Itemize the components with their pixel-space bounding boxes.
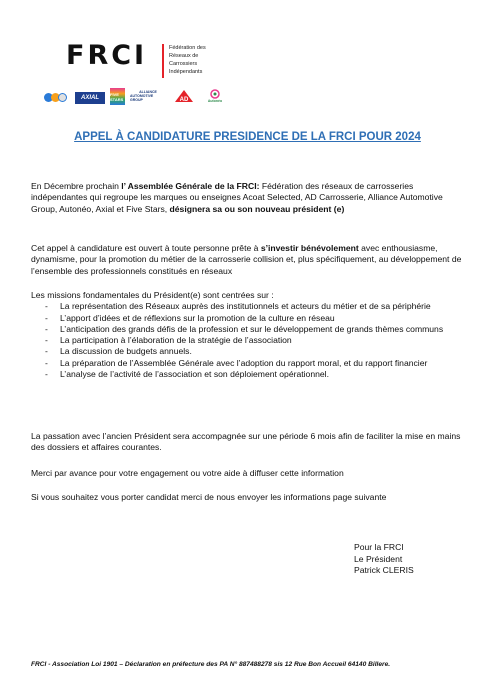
list-item: - La participation à l’élaboration de la stratégie de l’association (31, 335, 471, 346)
logo-line: Indépendants (169, 69, 203, 75)
ad-logo-text: AD (179, 97, 189, 103)
list-item: - La discussion de budgets annuels. (31, 346, 471, 357)
alliance-line: AUTOMOTIVE GROUP (130, 94, 154, 102)
missions-list (31, 301, 471, 380)
alliance-line: ALLIANCE (139, 90, 157, 94)
paragraph-intro: En Décembre prochain l’ Assemblée Générale de la FRCI: Fédération des réseaux de carrosseries indépendantes qui regroupe les marques ou enseignes Acoat Selected, AD Carrosserie, Alliance Automotive Group, Autonéo, Axial et Five Stars, désignera sa ou son nouveau président (e) (31, 181, 443, 214)
member-brands (42, 88, 242, 108)
list-item: - La représentation des Réseaux auprès des institutionnels et acteurs du métier et de sa périphérie (31, 301, 471, 312)
logo-tagline (169, 44, 206, 76)
signature-line: Pour la FRCI (354, 542, 404, 552)
list-item: - La préparation de l’Assemblée Générale avec l’adoption du rapport moral, et du rapport financier (31, 358, 471, 369)
signature-line: Le Président (354, 553, 403, 564)
page-title: APPEL À CANDIDATURE PRESIDENCE DE LA FRCI POUR 2024 (74, 131, 421, 143)
logo-line: Carrossiers (169, 61, 198, 67)
list-item: - L’anticipation des grands défis de la profession et sur le développement de grands thèmes communs (31, 324, 471, 335)
paragraph-missions (31, 290, 471, 380)
autoneo-text: Autonéo (207, 99, 223, 103)
list-item: - L’analyse de l’activité de l’association et son déploiement opérationnel. (31, 369, 471, 380)
signature-block (354, 542, 414, 577)
paragraph-handover: La passation avec l’ancien Président sera accompagnée sur une période 6 mois afin de faciliter la mise en mains des dossiers et affaires courantes. (31, 431, 461, 453)
five-stars-logo: FIVE STARS (110, 88, 125, 105)
paragraph-apply: Si vous souhaitez vous porter candidat merci de nous envoyer les informations page suivante (31, 492, 387, 502)
logo-line: Fédération des (169, 45, 206, 51)
acoat-logo (42, 88, 66, 106)
alliance-logo (130, 88, 166, 104)
autoneo-logo (204, 88, 226, 104)
paragraph-thanks: Merci par avance pour votre engagement ou votre aide à diffuser cette information (31, 468, 344, 478)
logo-wordmark: FRCI (66, 40, 148, 71)
page-footer: FRCI - Association Loi 1901 – Déclaration en préfecture des PA N° 887488278 sis 12 Rue Bon Accueil 64140 Billere. (31, 661, 391, 668)
axial-logo: AXIAL (75, 92, 105, 104)
paragraph-call: Cet appel à candidature est ouvert à toute personne prête à s’investir bénévolement avec enthousiasme, dynamisme, pour la promotion du métier de la carrosserie collision et, plus spécifiquement, au développement de l’ensemble des professionnels constitués en réseaux (31, 243, 462, 276)
list-item: - L’apport d’idées et de réflexions sur la promotion de la culture en réseau (31, 313, 471, 324)
signature-line: Patrick CLERIS (354, 565, 414, 576)
frci-logo (66, 40, 266, 80)
logo-line: Réseaux de (169, 53, 199, 59)
logo-divider (162, 44, 164, 78)
missions-intro: Les missions fondamentales du Président(e) sont centrées sur : (31, 290, 274, 300)
ad-logo (173, 88, 195, 104)
